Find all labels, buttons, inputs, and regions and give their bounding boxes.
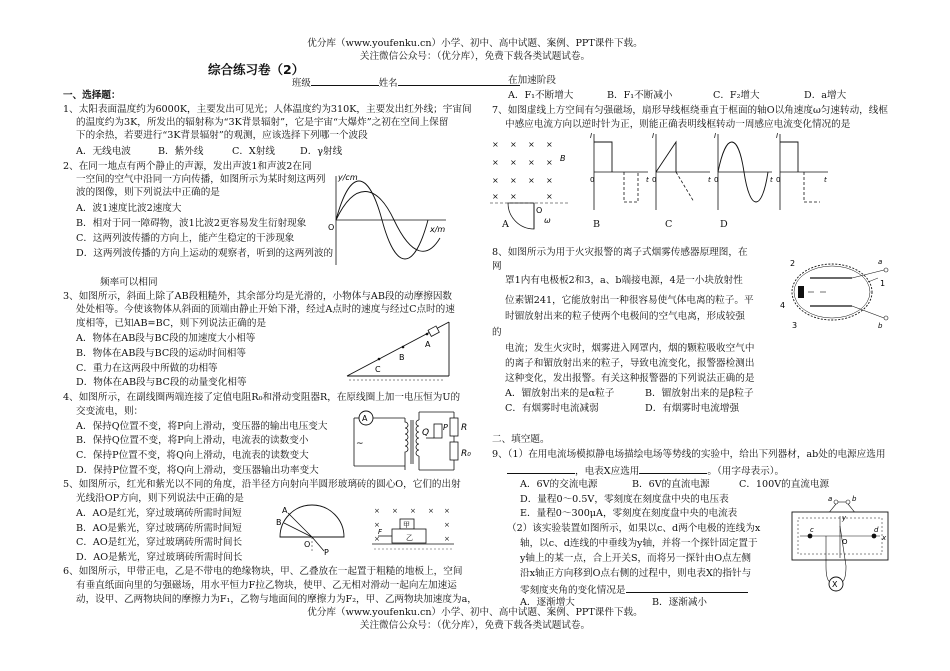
q8-label-4: 4: [780, 301, 786, 310]
q9-meter-label: X: [832, 580, 838, 589]
svg-text:×: ×: [410, 507, 416, 515]
class-blank[interactable]: [311, 76, 379, 86]
q3-incline-figure: [345, 318, 455, 380]
q9-label-x: x: [882, 534, 887, 542]
q7-label-o: O: [536, 206, 543, 215]
q5-option-b[interactable]: B．AO是紫光，穿过玻璃砖所需时间短: [76, 523, 242, 534]
footer-line-1: 优分库（www.youfenku.cn）小学、初中、高中试题、案例、PPT课件下载。: [307, 607, 643, 618]
q7-graph-c: [714, 132, 773, 210]
q2-line-1: 2、在同一地点有两个静止的声源，发出声波1和声波2在同: [63, 161, 312, 172]
svg-text:×: ×: [546, 176, 553, 185]
q1-option-d[interactable]: D．γ射线: [300, 146, 343, 157]
q9-part2-line-4: 沿x轴正方向移到O点右侧的过程中，则电表X的指针与: [520, 568, 752, 579]
q6-label-jia: 甲: [403, 521, 410, 529]
q8-line-9: 这种变化，发出报警。有关这种报警器的下列说法正确的是: [505, 373, 755, 384]
svg-text:×: ×: [492, 140, 499, 149]
q9-option-c[interactable]: C．100V的直流电源: [739, 479, 830, 490]
svg-text:×: ×: [492, 192, 499, 201]
q4-line-1: 4、如图所示，在副线圈两端连接了定值电阻R₀和滑动变阻器R，在原线圈上加一电压恒为U的: [63, 392, 461, 403]
q7-choice-c[interactable]: C: [665, 219, 673, 230]
svg-text:×: ×: [444, 535, 450, 543]
q9-part2-option-a[interactable]: A．逐渐增大: [520, 597, 575, 608]
svg-text:×: ×: [528, 158, 535, 167]
q1-option-a[interactable]: A．无线电波: [76, 146, 131, 157]
q4-q-label: Q: [422, 428, 430, 438]
q5-option-c[interactable]: C．AO是红光，穿过玻璃砖所需时间长: [76, 537, 243, 548]
q2-option-b[interactable]: B．相对于同一障碍物，波1比波2更容易发生衍射现象: [76, 218, 307, 229]
q9-label-a: a: [828, 495, 833, 503]
q4-ammeter-label: A: [362, 414, 368, 423]
q8-line-2: 网: [492, 261, 502, 272]
svg-text:×: ×: [528, 176, 535, 185]
q9-label-o: O: [842, 538, 848, 546]
q8-label-1: 1: [880, 279, 886, 288]
q8-label-2: 2: [790, 259, 796, 268]
q9-label-d: d: [874, 526, 879, 534]
svg-text:×: ×: [492, 176, 499, 185]
q9-part2-line-5: [520, 583, 748, 597]
q2-xlabel: x/m: [430, 225, 446, 234]
q8-line-5: 时镅放射出来的粒子使两个电极间的空气电离，形成较强: [505, 311, 745, 322]
svg-text:×: ×: [428, 507, 434, 515]
q5-line-1: 5、如图所示，红光和紫光以不同的角度，沿半径方向射向半圆形玻璃砖的圆心O，它们的出射: [63, 479, 461, 490]
svg-text:I: I: [776, 132, 779, 140]
q6-label-f: F: [378, 528, 383, 536]
q9-option-e[interactable]: E．量程0～300μA，零刻度在刻度盘中央的电流表: [520, 508, 738, 519]
header-line-2: 关注微信公众号：（优分库），免费下载各类试题试卷。: [359, 51, 591, 62]
svg-text:×: ×: [444, 521, 450, 529]
q7-graph-a: [590, 132, 649, 210]
svg-text:×: ×: [374, 507, 380, 515]
svg-text:t: t: [770, 176, 773, 184]
svg-text:×: ×: [392, 507, 398, 515]
q8-line-7: 电流；发生火灾时，烟雾进入网罩内，烟的颗粒吸收空气中: [505, 343, 755, 354]
q7-choice-a[interactable]: A: [502, 219, 509, 230]
q9-option-b[interactable]: B．6V的直流电源: [632, 479, 710, 490]
svg-text:×: ×: [546, 140, 553, 149]
q4-option-c[interactable]: C．保持P位置不变，将Q向上滑动，电流表的读数变大: [76, 450, 309, 461]
q9-field-apparatus-figure: [790, 496, 890, 596]
q1-option-c[interactable]: C．X射线: [232, 146, 275, 157]
q5-label-b: B: [276, 518, 282, 527]
q4-p-label: P: [443, 423, 448, 432]
q6-line-3: 动，设甲、乙两物块间的摩擦力为F₁，乙物与地面间的摩擦力为F₂，甲、乙两物块加速度为a，: [76, 594, 477, 605]
q5-label-p: P: [324, 548, 329, 557]
q9-part2-line-3: y轴上的某一点，合上开关S，而将另一探针由O点左侧: [520, 553, 751, 564]
q8-line-8: 的离子和镅放射出来的粒子，导致电流变化，报警器检测出: [505, 358, 755, 369]
q8-line-4: 位素镅241，它能放射出一种很容易使气体电离的粒子。平: [505, 295, 754, 306]
q4-r0-label: R₀: [461, 449, 471, 459]
q2-option-d[interactable]: D．这两列波传播的方向上运动的观察者，听到的这两列波的: [76, 248, 334, 259]
svg-text:×: ×: [528, 140, 535, 149]
q6-option-c[interactable]: C．F₂增大: [713, 90, 760, 101]
class-label: 班级: [292, 78, 311, 89]
q2-line-2: 一空间的空气中沿同一方向传播，如图所示为某时刻这两列: [76, 174, 326, 185]
q3-line-2: 处处相等。今使该物体从斜面的顶端由静止开始下滑，经过A点时的速度与经过C点时的速: [76, 304, 455, 315]
q9-blank-source[interactable]: [507, 464, 575, 474]
q8-option-a[interactable]: A．镅放射出来的是α粒子: [505, 388, 615, 399]
svg-text:0: 0: [776, 176, 781, 184]
svg-text:×: ×: [374, 535, 380, 543]
q2-wave-graph: [318, 170, 448, 270]
q2-ylabel: y/cm: [338, 173, 358, 182]
header-line-1: 优分库（www.youfenku.cn）小学、初中、高中试题、案例、PPT课件下载。: [307, 38, 643, 49]
q9-part2-line-5-text: 零刻度夹角的变化情况是: [520, 585, 626, 596]
class-name-row: [292, 75, 520, 89]
name-blank[interactable]: [398, 76, 520, 86]
svg-text:×: ×: [510, 192, 517, 201]
svg-text:×: ×: [510, 140, 517, 149]
q9-line-1: 9、（1）在用电流场模拟静电场描绘电场等势线的实验中，给出下列器材，ab处的电源应选用: [492, 449, 886, 460]
q3-label-a: A: [425, 340, 431, 349]
q9-part2-option-b[interactable]: B．逐渐减小: [652, 597, 708, 608]
q8-line-1: 8、如图所示为用于火灾报警的离子式烟雾传感器原理图，在: [492, 247, 748, 258]
svg-text:×: ×: [546, 192, 553, 201]
q6-line-2: 有垂直纸面向里的匀强磁场，用水平恒力F拉乙物块，使甲、乙无相对滑动一起向左加速运: [76, 580, 457, 591]
q9-option-d[interactable]: D．量程0～0.5V，零刻度在刻度盘中央的电压表: [520, 494, 729, 505]
svg-text:×: ×: [510, 176, 517, 185]
q3-option-b[interactable]: B．物体在AB段与BC段的运动时间相等: [76, 348, 246, 359]
svg-text:0: 0: [652, 176, 657, 184]
q9-label-b: b: [852, 495, 857, 503]
q1-line-1: 1、太阳表面温度约为6000K，主要发出可见光；人体温度约为310K，主要发出红外线；宇宙间: [63, 104, 472, 115]
q5-label-o: O: [304, 540, 311, 549]
q2-line-3: 波的图像，则下列说法中正确的是: [76, 187, 220, 198]
q3-option-c[interactable]: C．重力在这两段中所做的功相等: [76, 363, 218, 374]
q7-graph-d: [776, 132, 828, 210]
q8-label-3: 3: [792, 321, 798, 330]
q9-line-2-end: 。（用字母表示）。: [707, 466, 785, 477]
q8-line-6: 的: [492, 327, 502, 338]
q3-line-1: 3、如图所示，斜面上除了AB段粗糙外，其余部分均是光滑的，小物体与AB段的动摩擦因数: [63, 291, 453, 302]
q5-option-a[interactable]: A．AO是红光，穿过玻璃砖所需时间短: [76, 508, 242, 519]
q4-transformer-circuit: [350, 408, 470, 474]
q3-label-c: C: [375, 365, 381, 374]
section-fill: 二、填空题。: [492, 434, 550, 445]
q8-option-d[interactable]: D．有烟雾时电流增强: [645, 403, 740, 414]
q2-option-a[interactable]: A．波1速度比波2速度大: [76, 203, 182, 214]
q6-continue: 在加速阶段: [508, 75, 556, 86]
q6-line-1: 6、如图所示，甲带正电，乙是不带电的绝缘物块，甲、乙叠放在一起置于粗糙的地板上，空间: [63, 566, 463, 577]
q7-label-omega: ω: [544, 216, 551, 225]
svg-text:×: ×: [374, 521, 380, 529]
footer-line-2: 关注微信公众号：（优分库），免费下载各类试题试卷。: [359, 620, 591, 631]
page-title: 综合练习卷（2）: [208, 62, 305, 77]
q9-part2-line-1: （2）该实验装置如图所示，如果以c、d两个电极的连线为x: [507, 523, 761, 534]
svg-text:~: ~: [356, 439, 364, 449]
q7-field-figure: [490, 133, 574, 225]
q8-line-3: 罩1内有电极板2和3，a、b端接电源，4是一小块放射性: [505, 275, 743, 286]
q7-line-1: 7、如图虚线上方空间有匀强磁场，扇形导线框绕垂直于框面的轴O以角速度ω匀速转动，线框: [492, 105, 888, 116]
svg-text:t: t: [824, 176, 827, 184]
q8-option-c[interactable]: C．有烟雾时电流减弱: [505, 403, 599, 414]
q2-option-d-cont: 频率可以相同: [100, 277, 158, 288]
q7-choice-d[interactable]: D: [720, 219, 728, 230]
q7-choice-b[interactable]: B: [593, 219, 601, 230]
svg-text:0: 0: [714, 176, 719, 184]
q9-line-2: [507, 464, 784, 478]
q4-option-b[interactable]: B．保持Q位置不变，将P向上滑动，电流表的读数变小: [76, 435, 309, 446]
q3-option-d[interactable]: D．物体在AB段与BC段的动量变化相等: [76, 377, 247, 388]
q5-option-d[interactable]: D．AO是紫光，穿过玻璃砖所需时间长: [76, 552, 243, 563]
q9-part2-line-2: 轴，以c、d连线的中垂线为y轴，并将一个探针固定置于: [520, 538, 758, 549]
q8-label-a: a: [878, 258, 883, 266]
q8-label-b: b: [878, 322, 883, 330]
q7-graph-b: [652, 132, 711, 210]
q6-label-yi: 乙: [406, 534, 413, 542]
q9-blank-angle[interactable]: [626, 583, 748, 593]
q2-wave-2: [336, 192, 440, 252]
q8-smoke-sensor-figure: [780, 252, 892, 332]
q4-option-a[interactable]: A．保持Q位置不变，将P向上滑动，变压器的输出电压变大: [76, 421, 328, 432]
q2-origin: O: [328, 223, 335, 232]
q9-label-y: y: [842, 514, 847, 522]
svg-text:t: t: [708, 176, 711, 184]
svg-text:×: ×: [444, 507, 450, 515]
svg-text:I: I: [652, 132, 655, 140]
svg-text:t: t: [646, 176, 649, 184]
q4-r-label: R: [461, 423, 468, 433]
svg-text:×: ×: [510, 158, 517, 167]
q4-line-2: 交变流电，则：: [76, 406, 144, 417]
svg-text:0: 0: [590, 176, 595, 184]
svg-text:I: I: [714, 132, 717, 140]
q9-option-a[interactable]: A．6V的交流电源: [520, 479, 598, 490]
q6-option-d[interactable]: D．a增大: [804, 90, 847, 101]
q8-option-b[interactable]: B．镅放射出来的是β粒子: [645, 388, 754, 399]
q6-magnet-blocks-figure: [370, 503, 456, 555]
q1-line-2: 的温度约为3K，所发出的辐射称为“3K背景辐射”，它是宇宙“大爆炸”之初在空间上保留: [76, 117, 449, 128]
q3-label-b: B: [399, 353, 405, 362]
svg-text:×: ×: [492, 158, 499, 167]
q5-semicircle-figure: [276, 503, 356, 555]
q6-option-a[interactable]: A．F₁不断增大: [508, 90, 574, 101]
name-label: 姓名: [378, 78, 398, 89]
q7-label-b: B: [560, 154, 566, 163]
q5-line-2: 光线沿OP方向，则下列说法中正确的是: [76, 493, 244, 504]
q9-label-c: c: [810, 526, 814, 534]
svg-text:I: I: [590, 132, 593, 140]
q2-option-c[interactable]: C．这两列波传播的方向上，能产生稳定的干涉现象: [76, 233, 295, 244]
q5-label-a: A: [282, 506, 288, 515]
section-choice: 一、选择题：: [63, 90, 121, 101]
q4-option-d[interactable]: D．保持P位置不变，将Q向上滑动，变压器输出功率变大: [76, 465, 319, 476]
q3-line-3: 度相等，已知AB=BC，则下列说法正确的是: [76, 318, 267, 329]
q1-option-b[interactable]: B．紫外线: [158, 146, 204, 157]
q7-line-2: 中感应电流方向以逆时针为正，则能正确表明线框转动一周感应电流变化情况的是: [505, 119, 851, 130]
q7-current-graphs: [590, 132, 830, 212]
q9-blank-meter[interactable]: [639, 464, 707, 474]
q3-option-a[interactable]: A．物体在AB段与BC段的加速度大小相等: [76, 333, 256, 344]
q1-line-3: 下的余热，若要进行“3K背景辐射”的观测，应该选择下列哪一个波段: [76, 130, 368, 141]
svg-text:×: ×: [546, 158, 553, 167]
q9-line-2-text: ，电表X应选用: [575, 466, 640, 477]
q6-option-b[interactable]: B．F₁不断减小: [607, 90, 673, 101]
